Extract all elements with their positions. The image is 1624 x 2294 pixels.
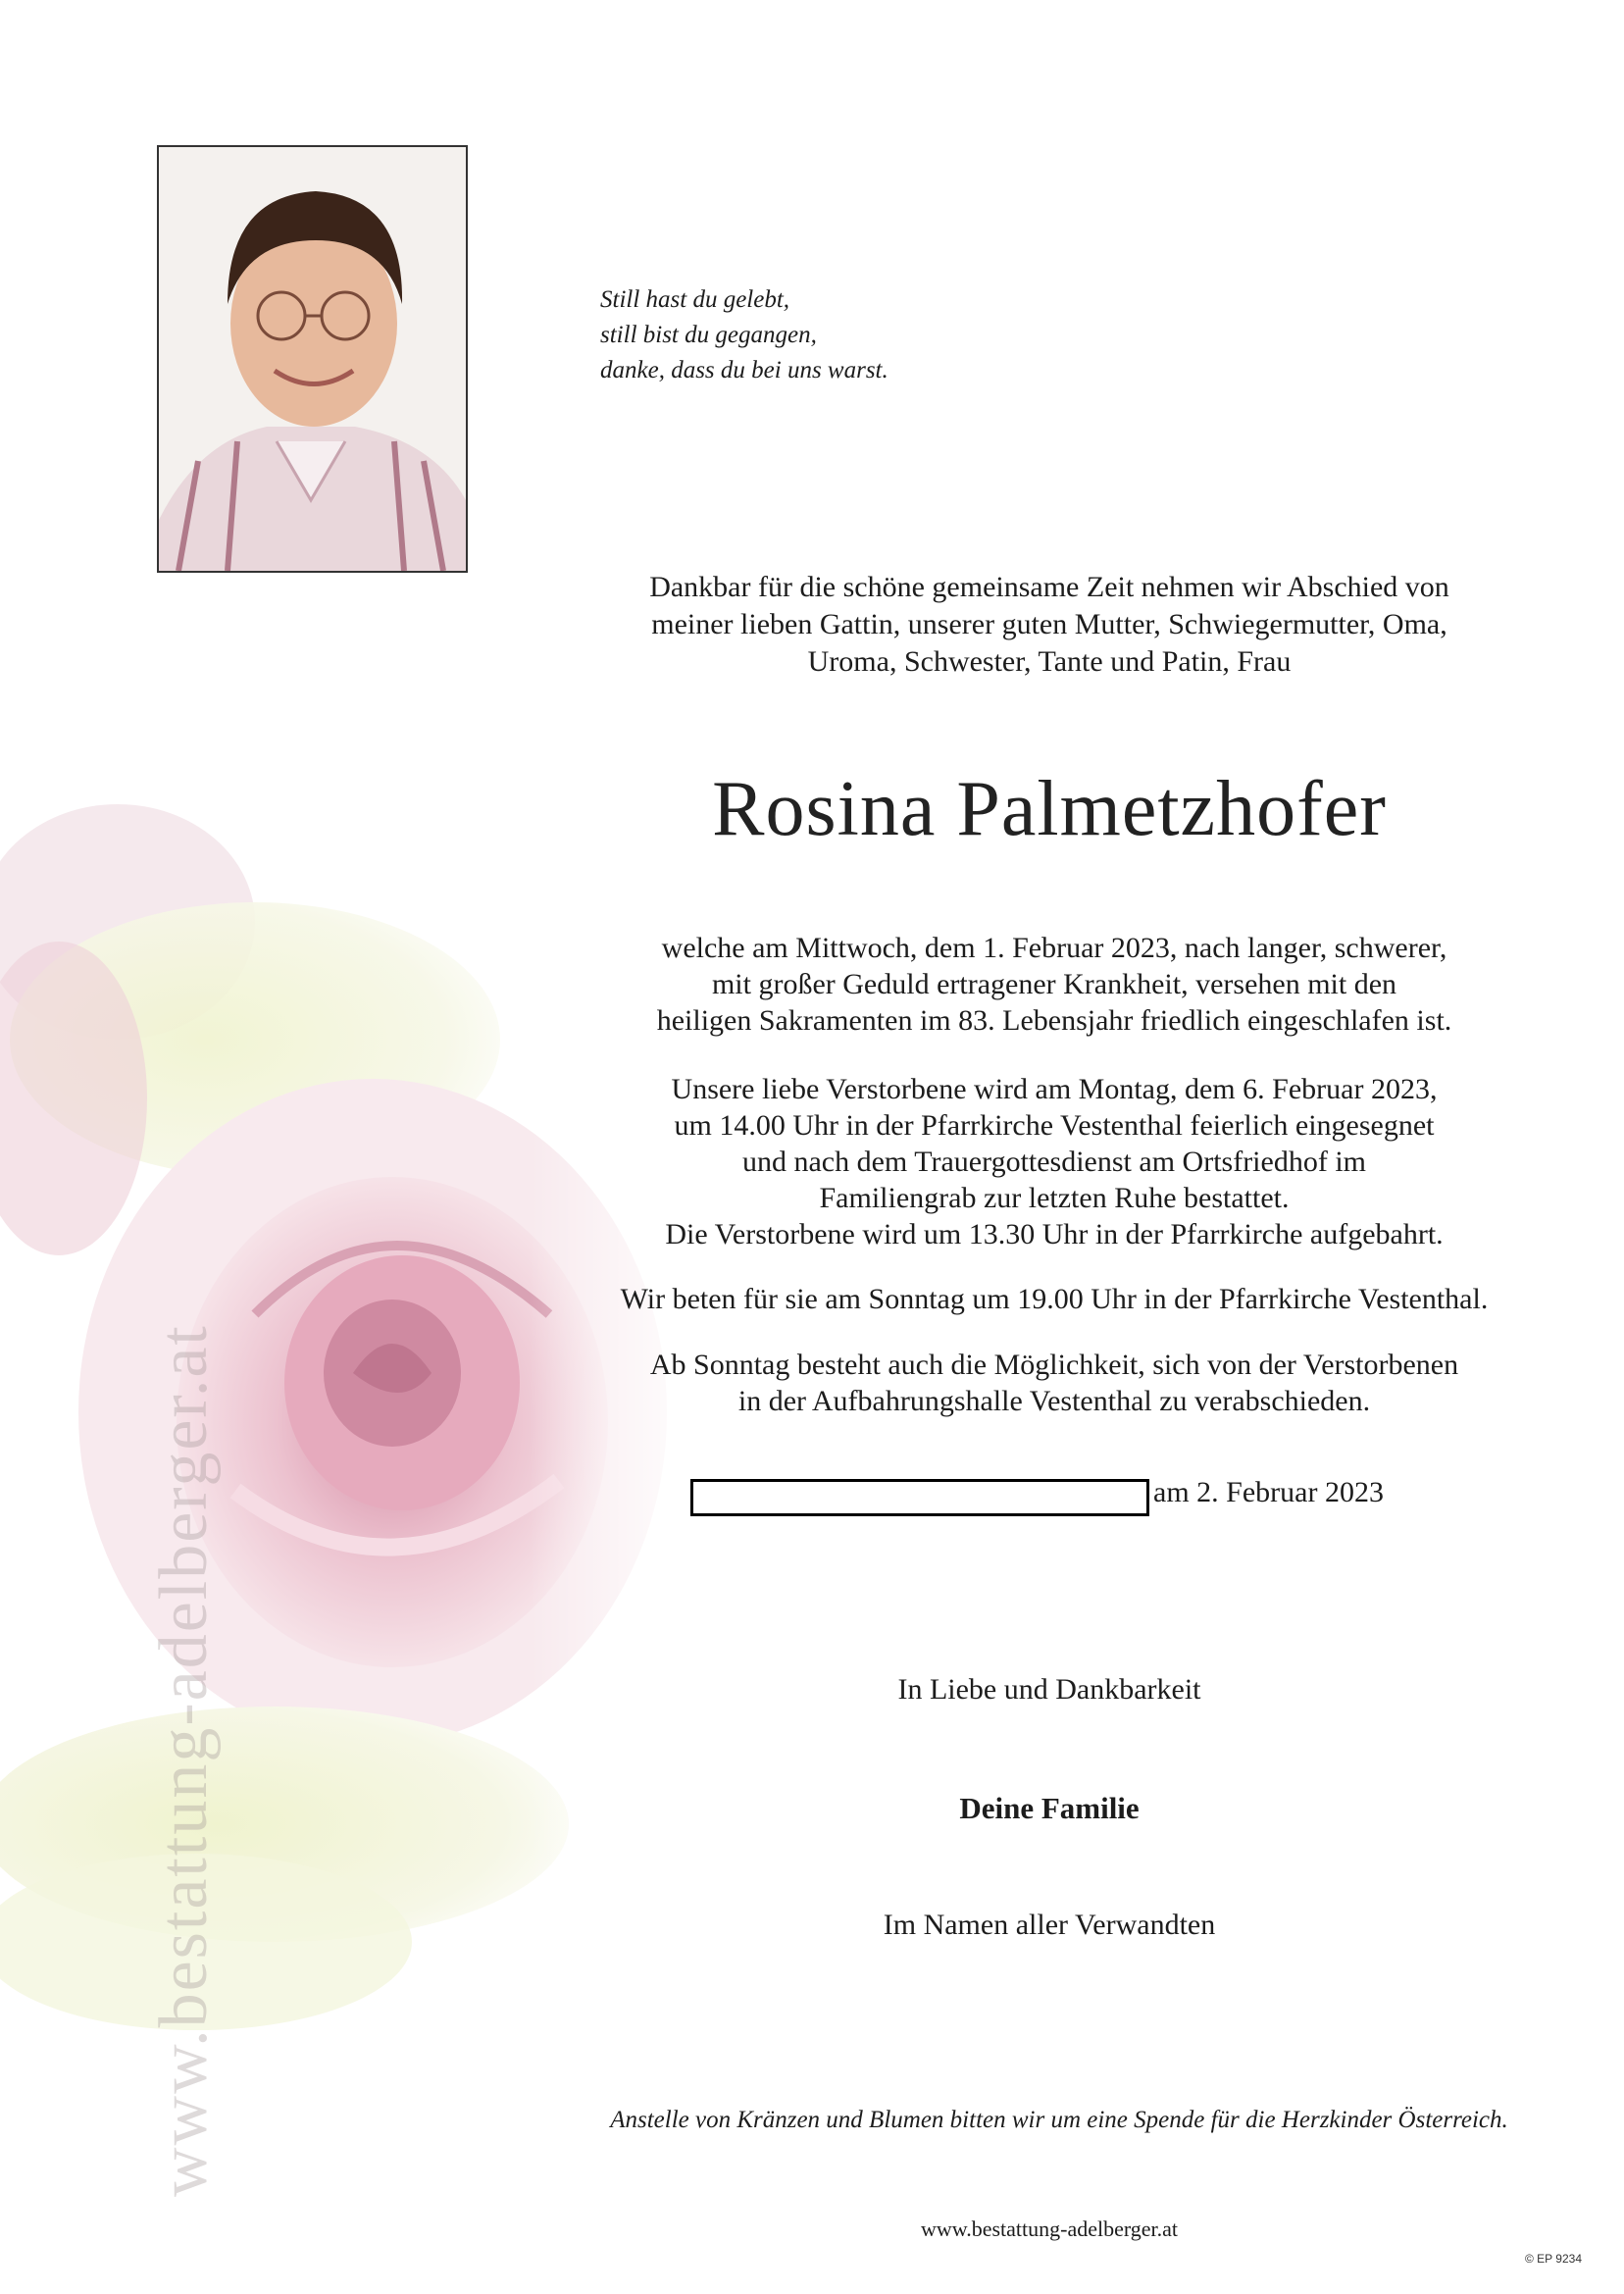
intro-line: Uroma, Schwester, Tante und Patin, Frau (807, 645, 1292, 678)
poem-line: Still hast du gelebt, (600, 286, 790, 313)
death-notice-line: welche am Mittwoch, dem 1. Februar 2023, nach langer, schwerer, (661, 932, 1447, 964)
intro-line: meiner lieben Gattin, unserer guten Mutter, Schwiegermutter, Oma, (651, 608, 1447, 640)
place-date: am 2. Februar 2023 (1153, 1476, 1384, 1508)
watermark-text: www.bestattung-adelberger.at (146, 1324, 222, 2197)
funeral-line: Die Verstorbene wird um 13.30 Uhr in der Pfarrkirche aufgebahrt. (665, 1218, 1444, 1250)
funeral-info (579, 1071, 1530, 1252)
closing-love: In Liebe und Dankbarkeit (897, 1673, 1201, 1706)
poem-line: still bist du gegangen, (600, 322, 817, 348)
farewell-info (579, 1347, 1530, 1419)
funeral-line: und nach dem Trauergottesdienst am Ortsfriedhof im (741, 1146, 1366, 1178)
prayer-info: Wir beten für sie am Sonntag um 19.00 Uhr in der Pfarrkirche Vestenthal. (620, 1283, 1489, 1315)
closing-family: Deine Familie (959, 1791, 1140, 1825)
poem (600, 282, 1189, 388)
website-link[interactable]: www.bestattung-adelberger.at (920, 2217, 1179, 2241)
death-notice (579, 930, 1530, 1039)
funeral-line: Unsere liebe Verstorbene wird am Montag, dem 6. Februar 2023, (671, 1073, 1438, 1105)
ep-code: © EP 9234 (1525, 2252, 1582, 2266)
closing-relatives: Im Namen aller Verwandten (883, 1909, 1216, 1941)
farewell-line: in der Aufbahrungshalle Vestenthal zu verabschieden. (737, 1385, 1371, 1417)
poem-line: danke, dass du bei uns warst. (600, 357, 888, 383)
farewell-line: Ab Sonntag besteht auch die Möglichkeit, sich von der Verstorbenen (649, 1349, 1459, 1381)
intro-text (549, 569, 1549, 681)
funeral-line: um 14.00 Uhr in der Pfarrkirche Vestenthal feierlich eingesegnet (674, 1109, 1435, 1142)
death-notice-line: mit großer Geduld ertragener Krankheit, versehen mit den (711, 968, 1397, 1000)
death-notice-line: heiligen Sakramenten im 83. Lebensjahr friedlich eingeschlafen ist. (656, 1004, 1452, 1037)
portrait-photo (157, 145, 468, 573)
funeral-line: Familiengrab zur letzten Ruhe bestattet. (819, 1182, 1290, 1214)
deceased-name: Rosina Palmetzhofer (712, 766, 1387, 852)
redacted-place-box (690, 1479, 1149, 1516)
donation-note: Anstelle von Kränzen und Blumen bitten wir um eine Spende für die Herzkinder Österreich. (610, 2107, 1508, 2133)
intro-line: Dankbar für die schöne gemeinsame Zeit nehmen wir Abschied von (649, 571, 1449, 603)
